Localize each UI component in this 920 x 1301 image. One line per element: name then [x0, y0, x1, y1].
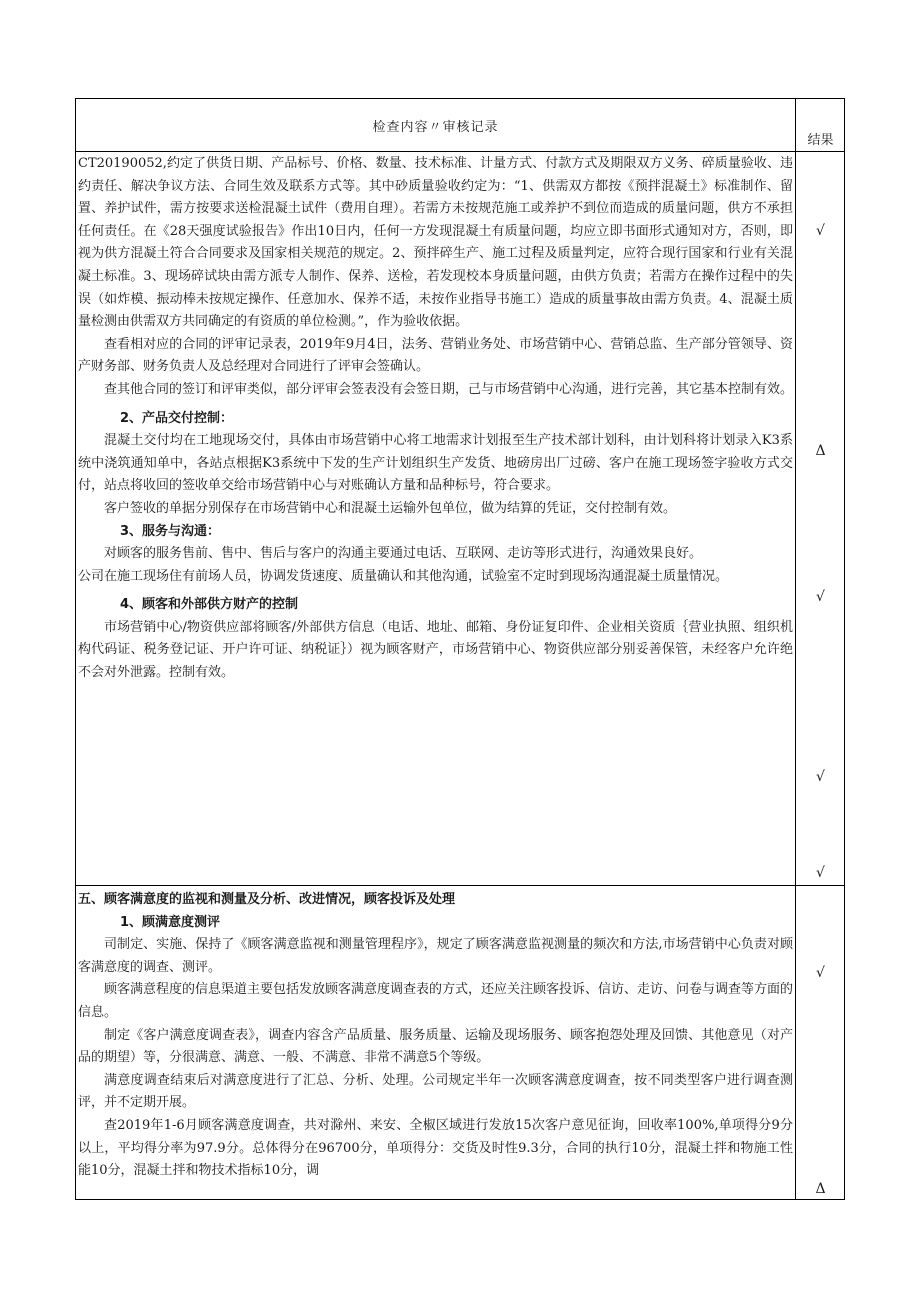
delivery-paragraph-2: 客户签收的单据分别保存在市场营销中心和混凝土运输外包单位，做为结算的凭证，交付控制有效。 — [104, 500, 677, 516]
header-divider — [76, 151, 844, 152]
satisfaction-paragraph-4: 满意度调查结束后对满意度进行了汇总、分析、处理。公司规定半年一次顾客满意度调查，按不同类型客户进行调查测评，并不定期开展。 — [78, 1072, 793, 1111]
service-paragraph-1: 对顾客的服务售前、售中、售后与客户的沟通主要通过电话、互联网、走访等形式进行，沟通效果良好。 — [104, 546, 703, 562]
header-content-label: 检查内容〃审核记录 — [372, 119, 499, 135]
review-paragraph: 查看相对应的合同的评审记录表，2019年9月4日，法务、营销业务处、市场营销中心、营销总监、生产部分管领导、资产财务部、财务负责人及总经理对合同进行了评审会签确认。 — [78, 336, 793, 375]
section-1-text — [78, 153, 793, 685]
header-result-label: 结果 — [807, 133, 834, 148]
delivery-heading: 2、产品交付控制： — [120, 410, 234, 426]
result-mark: √ — [816, 865, 825, 881]
delivery-paragraph-1: 混凝土交付均在工地现场交付，具体由市场营销中心将工地需求计划报至生产技术部计划科，由计划科将计划录入K3系统中浇筑通知单中，各站点根据K3系统中下发的生产计划组织生产发货、地磅房出厂过磅、客户在施工现场签字验收方式交付，站点将收回的签收单交给市场营销中心与对账确认方量和品种标号，符合要求。 — [78, 433, 793, 494]
satisfaction-paragraph-3: 制定《客户满意度调查表》，调查内容含产品质量、服务质量、运输及现场服务、顾客抱怨处理及回馈、其他意见（对产品的期望）等，分很满意、满意、一般、不满意、非常不满意5个等级。 — [78, 1027, 793, 1066]
satisfaction-paragraph-5: 查2019年1-6月顾客满意度调查，共对滁州、来安、全椒区域进行发放15次客户意见征询，回收率100%,单项得分9分以上，平均得分率为97.9分。总体得分在96700分，单项得分：交货及时性9.3分，合同的执行10分，混凝土拌和物施工性能10分，混凝土拌和物技术指标10分，调 — [78, 1117, 793, 1179]
result-mark: Δ — [815, 1181, 826, 1197]
section-title: 五、顾客满意度的监视和测量及分析、改进情况，顾客投诉及处理 — [78, 892, 456, 907]
result-mark: Δ — [815, 443, 826, 459]
result-mark: √ — [816, 965, 825, 981]
result-mark: √ — [816, 769, 825, 785]
result-mark: √ — [816, 589, 825, 605]
service-paragraph-2: 公司在施工现场住有前场人员，协调发货速度、质量确认和其他沟通，试验室不定时到现场沟通混凝土质量情况。 — [78, 568, 729, 584]
result-mark: √ — [816, 223, 825, 239]
contract-paragraph: CT20190052,约定了供货日期、产品标号、价格、数量、技术标准、计量方式、付款方式及期限双方义务、碎质量验收、违约责任、解决争议方法、合同生效及联系方式等。其中砂质量验收约定为：“1、供需双方都按《预拌混凝土》标准制作、留置、养护试件，需方按要求送检混凝土试件（费用自理）。若需方未按规范施工或养护不到位而造成的质量问题，供方不承担任何责任。在《28天强度试验报告》作出10日内，任何一方发现混凝土有质量问题，均应立即书面形式通知对方，否则，即视为供方混凝土符合合同要求及国家相关规范的规定。2、预拌碎生产、施工过程及质量判定，应符合现行国家和行业有关混凝土标准。3、现场碎试块由需方派专人制作、保养、送检，若发现校本身质量问题，由供方负责；若需方在操作过程中的失误（如炸模、振动棒未按规定操作、任意加水、保养不适，未按作业指导书施工）造成的质量事故由需方负责。4、混凝土质量检测由供需双方共同确定的有资质的单位检测。”，作为验收依据。 — [78, 156, 793, 330]
audit-table — [75, 98, 845, 1200]
property-paragraph: 市场营销中心/物资供应部将顾客/外部供方信息（电话、地址、邮箱、身份证复印件、企业相关资质｛营业执照、组织机构代码证、税务登记证、开户许可证、纳税证｝）视为顾客财产，市场营销中心、物资供应部分别妥善保管，未经客户允许绝不会对外泄露。控制有效。 — [78, 619, 793, 681]
satisfaction-heading: 1、顾满意度测评 — [120, 914, 221, 930]
property-heading: 4、顾客和外部供方财产的控制 — [120, 597, 299, 613]
section-2-text — [78, 889, 793, 1183]
column-divider — [795, 99, 796, 1199]
satisfaction-paragraph-2: 顾客满意程度的信息渠道主要包括发放顾客满意度调查表的方式，还应关注顾客投诉、信访、走访、问卷与调查等方面的信息。 — [78, 982, 794, 1020]
section-divider — [76, 885, 844, 886]
service-heading: 3、服务与沟通： — [120, 523, 221, 539]
satisfaction-paragraph-1: 司制定、实施、保持了《顾客满意监视和测量管理程序》，规定了顾客满意监视测量的频次和方法,市场营销中心负责对顾客满意度的调查、测评。 — [78, 937, 793, 975]
other-contracts-paragraph: 查其他合同的签订和评审类似，部分评审会签表没有会签日期，己与市场营销中心沟通，进行完善，其它基本控制有效。 — [104, 381, 794, 397]
